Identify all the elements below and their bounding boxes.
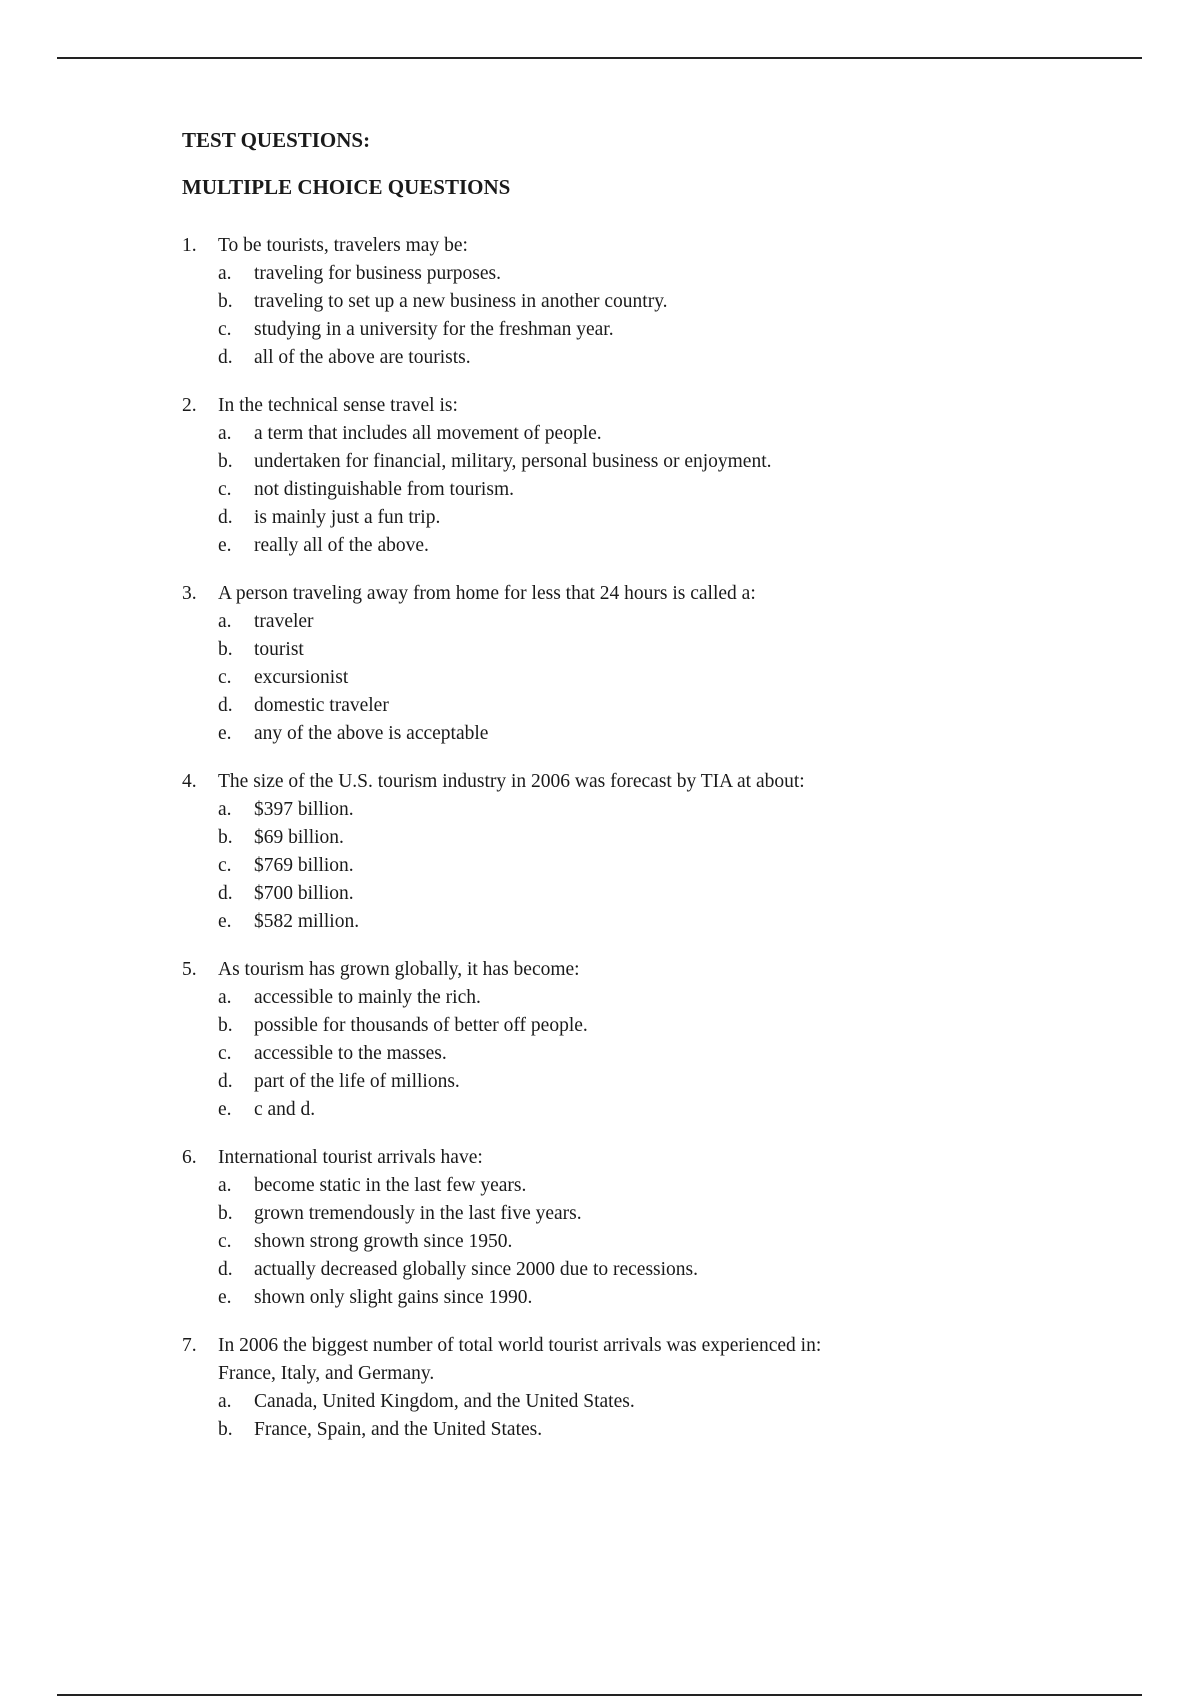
option-a <box>182 608 1082 636</box>
question-2 <box>182 392 1082 560</box>
option-letter: b. <box>218 451 233 472</box>
option-a <box>182 1172 1082 1200</box>
question-number: 3. <box>182 583 197 604</box>
option-a <box>182 984 1082 1012</box>
option-c <box>182 1040 1082 1068</box>
option-text: really all of the above. <box>254 535 429 556</box>
option-text: $582 million. <box>254 911 360 932</box>
option-text: $700 billion. <box>254 883 354 904</box>
option-letter: a. <box>218 1175 232 1196</box>
option-text: traveling for business purposes. <box>254 263 501 284</box>
question-number: 2. <box>182 395 197 416</box>
question-number: 4. <box>182 771 197 792</box>
option-a <box>182 420 1082 448</box>
option-text: accessible to the masses. <box>254 1043 447 1064</box>
option-a <box>182 260 1082 288</box>
option-letter: b. <box>218 639 233 660</box>
option-c <box>182 316 1082 344</box>
question-text: The size of the U.S. tourism industry in 2006 was forecast by TIA at about: <box>218 771 805 792</box>
section-heading: MULTIPLE CHOICE QUESTIONS <box>182 175 511 199</box>
question-text: In the technical sense travel is: <box>218 395 458 416</box>
option-text: domestic traveler <box>254 695 389 716</box>
option-letter: a. <box>218 611 232 632</box>
option-text: Canada, United Kingdom, and the United States. <box>254 1391 635 1412</box>
option-e <box>182 720 1082 748</box>
bottom-rule <box>57 1694 1142 1696</box>
question-number: 6. <box>182 1147 197 1168</box>
option-b <box>182 288 1082 316</box>
option-text: $69 billion. <box>254 827 344 848</box>
question-4 <box>182 768 1082 936</box>
option-letter: d. <box>218 883 233 904</box>
option-text: grown tremendously in the last five years. <box>254 1203 582 1224</box>
option-d <box>182 1256 1082 1284</box>
option-letter: c. <box>218 1043 232 1064</box>
option-text: shown only slight gains since 1990. <box>254 1287 533 1308</box>
option-text: become static in the last few years. <box>254 1175 527 1196</box>
option-b <box>182 1200 1082 1228</box>
option-letter: d. <box>218 347 233 368</box>
question-6 <box>182 1144 1082 1312</box>
option-b <box>182 1012 1082 1040</box>
option-letter: e. <box>218 535 232 556</box>
option-e <box>182 1096 1082 1124</box>
option-letter: e. <box>218 723 232 744</box>
option-text: studying in a university for the freshman year. <box>254 319 614 340</box>
option-b <box>182 824 1082 852</box>
question-text: In 2006 the biggest number of total world tourist arrivals was experienced in: <box>218 1335 822 1356</box>
option-text: a term that includes all movement of people. <box>254 423 602 444</box>
option-c <box>182 852 1082 880</box>
option-e <box>182 908 1082 936</box>
option-letter: a. <box>218 987 232 1008</box>
option-d <box>182 344 1082 372</box>
question-text: International tourist arrivals have: <box>218 1147 483 1168</box>
option-a <box>182 1388 1082 1416</box>
option-text: excursionist <box>254 667 349 688</box>
option-letter: d. <box>218 695 233 716</box>
option-letter: c. <box>218 855 232 876</box>
option-text: France, Spain, and the United States. <box>254 1419 543 1440</box>
option-letter: d. <box>218 1071 233 1092</box>
question-5 <box>182 956 1082 1124</box>
option-c <box>182 476 1082 504</box>
option-letter: b. <box>218 1015 233 1036</box>
option-b <box>182 448 1082 476</box>
option-letter: c. <box>218 319 232 340</box>
question-3 <box>182 580 1082 748</box>
option-c <box>182 1228 1082 1256</box>
option-text: c and d. <box>254 1099 316 1120</box>
option-b <box>182 1416 1082 1444</box>
option-text: traveler <box>254 611 314 632</box>
option-letter: c. <box>218 1231 232 1252</box>
option-d <box>182 692 1082 720</box>
option-text: tourist <box>254 639 304 660</box>
option-text: undertaken for financial, military, personal business or enjoyment. <box>254 451 772 472</box>
question-number: 1. <box>182 235 197 256</box>
option-letter: d. <box>218 507 233 528</box>
option-letter: b. <box>218 827 233 848</box>
option-letter: a. <box>218 799 232 820</box>
option-d <box>182 880 1082 908</box>
option-letter: b. <box>218 1419 233 1440</box>
option-text: all of the above are tourists. <box>254 347 471 368</box>
option-text: shown strong growth since 1950. <box>254 1231 513 1252</box>
option-d <box>182 1068 1082 1096</box>
option-e <box>182 1284 1082 1312</box>
option-d <box>182 504 1082 532</box>
document-body <box>182 125 1082 1464</box>
option-text: is mainly just a fun trip. <box>254 507 441 528</box>
option-e <box>182 532 1082 560</box>
option-text: possible for thousands of better off people. <box>254 1015 588 1036</box>
option-text: actually decreased globally since 2000 due to recessions. <box>254 1259 699 1280</box>
option-letter: e. <box>218 1099 232 1120</box>
option-letter: e. <box>218 1287 232 1308</box>
question-text-continuation: France, Italy, and Germany. <box>218 1363 435 1384</box>
option-text: $769 billion. <box>254 855 354 876</box>
option-letter: a. <box>218 1391 232 1412</box>
option-a <box>182 796 1082 824</box>
option-letter: c. <box>218 479 232 500</box>
option-b <box>182 636 1082 664</box>
option-letter: d. <box>218 1259 233 1280</box>
option-text: not distinguishable from tourism. <box>254 479 514 500</box>
option-c <box>182 664 1082 692</box>
option-letter: c. <box>218 667 232 688</box>
question-text: A person traveling away from home for less that 24 hours is called a: <box>218 583 756 604</box>
option-letter: a. <box>218 263 232 284</box>
option-letter: e. <box>218 911 232 932</box>
option-letter: b. <box>218 1203 233 1224</box>
question-text: As tourism has grown globally, it has become: <box>218 959 580 980</box>
question-number: 7. <box>182 1335 197 1356</box>
option-text: part of the life of millions. <box>254 1071 460 1092</box>
question-1 <box>182 232 1082 372</box>
option-text: accessible to mainly the rich. <box>254 987 481 1008</box>
option-text: $397 billion. <box>254 799 354 820</box>
option-letter: a. <box>218 423 232 444</box>
page-heading: TEST QUESTIONS: <box>182 128 371 152</box>
option-letter: b. <box>218 291 233 312</box>
question-text: To be tourists, travelers may be: <box>218 235 468 256</box>
question-7 <box>182 1332 1082 1444</box>
option-text: any of the above is acceptable <box>254 723 489 744</box>
option-text: traveling to set up a new business in another country. <box>254 291 668 312</box>
top-rule <box>57 57 1142 59</box>
question-number: 5. <box>182 959 197 980</box>
